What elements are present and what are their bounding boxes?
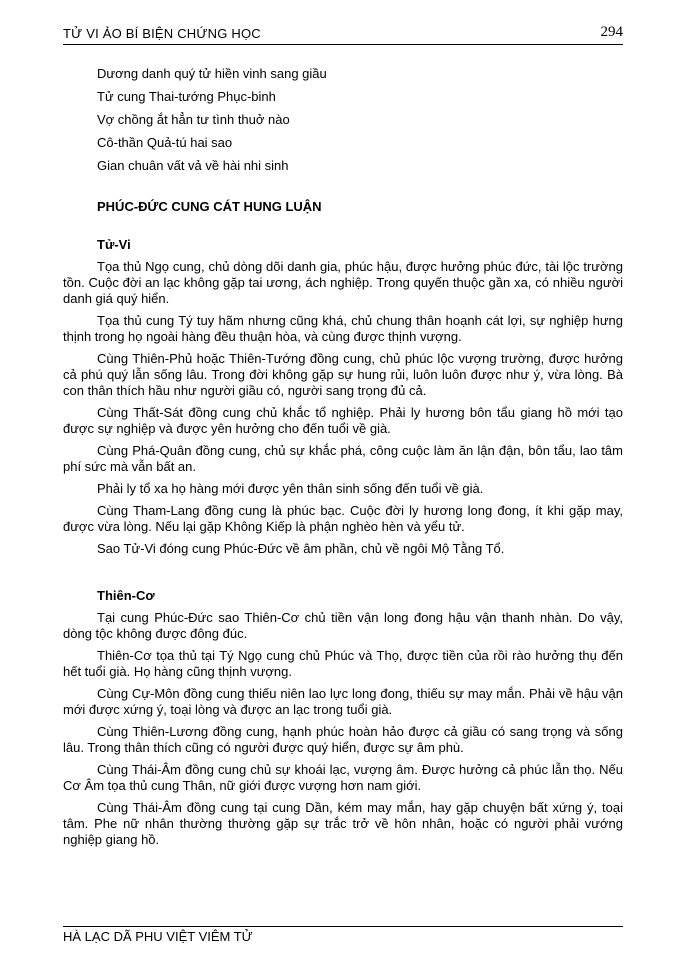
paragraph: Sao Tử-Vi đóng cung Phúc-Đức về âm phần, chủ về ngôi Mộ Tằng Tổ. xyxy=(97,541,505,556)
page-number: 294 xyxy=(600,24,623,40)
paragraph: Cùng Thiên-Lương đồng cung, hạnh phúc hoàn hảo được cả giầu có sang trọng và sống lâu. Trong thân thích cũng có người được quý hiển, được sự âm phù. xyxy=(63,724,623,755)
verse-line: Gian chuân vất vả về hài nhi sinh xyxy=(97,158,289,173)
verse-line: Tử cung Thai-tướng Phục-binh xyxy=(97,89,276,104)
page-content xyxy=(63,66,623,854)
page-footer xyxy=(63,926,623,944)
verse-line: Vợ chồng ắt hẳn tư tình thuở nào xyxy=(97,112,290,127)
paragraph: Tại cung Phúc-Đức sao Thiên-Cơ chủ tiền vận long đong hậu vận thanh nhàn. Do vậy, dòng tộc không được đông đúc. xyxy=(63,610,623,641)
paragraph: Cùng Thái-Âm đồng cung tại cung Dần, kém may mắn, hay gặp chuyện bất xứng ý, toại tâm. Phe nữ nhân thường thường gặp sự trắc trở về hôn nhân, hoặc có người phải vướng nghiệp giang hồ. xyxy=(63,800,623,847)
verse-block xyxy=(63,66,623,181)
paragraph: Cùng Thiên-Phủ hoặc Thiên-Tướng đồng cung, chủ phúc lộc vượng trường, được hưởng cả phú quý lẫn sống lâu. Trong đời không gặp sự hung rủi, luôn luôn được như ý, vừa lòng. Bà con thân thích hầu như người giầu có, người sang trọng đủ cả. xyxy=(63,351,623,398)
paragraph: Tọa thủ Ngọ cung, chủ dòng dõi danh gia, phúc hậu, được hưởng phúc đức, tài lộc trường tồn. Cuộc đời an lạc không gặp tai ương, ách nghiệp. Trong quyến thuộc gần xa, có nhiều người danh giá quý hiển. xyxy=(63,259,623,306)
verse-line: Cô-thần Quả-tú hai sao xyxy=(97,135,233,150)
page-header xyxy=(63,26,623,45)
paragraph: Cùng Cự-Môn đồng cung thiếu niên lao lực long đong, thiếu sự may mắn. Phải về hậu vận mới được xứng ý, toại lòng và được an lạc trong tuổi già. xyxy=(63,686,623,717)
paragraph: Cùng Tham-Lang đồng cung là phúc bạc. Cuộc đời ly hương long đong, ít khi gặp may, được vừa lòng. Nếu lại gặp Không Kiếp là phận nghèo hèn và yểu tử. xyxy=(63,503,623,534)
book-title: TỬ VI ẢO BÍ BIỆN CHỨNG HỌC xyxy=(63,26,261,41)
paragraph: Thiên-Cơ tọa thủ tại Tý Ngọ cung chủ Phúc và Thọ, được tiền của rồi rào hưởng thụ đến hết tuổi già. Họ hàng cũng thịnh vượng. xyxy=(63,648,623,679)
paragraph: Cùng Phá-Quân đồng cung, chủ sự khắc phá, công cuộc làm ăn lận đận, bôn tẩu, lao tâm phí sức mà vẫn bất an. xyxy=(63,443,623,474)
paragraph: Tọa thủ cung Tý tuy hãm nhưng cũng khá, chủ chung thân hoạnh cát lợi, sự nghiệp hưng thịnh trong họ ngoài hàng đều thuận hòa, và cùng được thịnh vượng. xyxy=(63,313,623,344)
subsection-title-thien-co: Thiên-Cơ xyxy=(97,588,155,603)
paragraph: Cùng Thái-Âm đồng cung chủ sự khoái lạc, vượng âm. Được hưởng cả phúc lẫn thọ. Nếu Cơ Âm tọa thủ cung Thân, nữ giới được vượng hơn nam giới. xyxy=(63,762,623,793)
paragraph: Phải ly tổ xa họ hàng mới được yên thân sinh sống đến tuổi về già. xyxy=(97,481,484,496)
paragraph: Cùng Thất-Sát đồng cung chủ khắc tổ nghiệp. Phải ly hương bôn tẩu giang hồ mới tạo được sự nghiệp và được yên hưởng cho đến tuổi về già. xyxy=(63,405,623,436)
footer-author: HÀ LẠC DÃ PHU VIỆT VIÊM TỬ xyxy=(63,929,253,944)
section-title: PHÚC-ĐỨC CUNG CÁT HUNG LUẬN xyxy=(97,199,322,214)
verse-line: Dương danh quý tử hiền vinh sang giầu xyxy=(97,66,327,81)
subsection-title-tu-vi: Tử-Vi xyxy=(97,237,131,252)
